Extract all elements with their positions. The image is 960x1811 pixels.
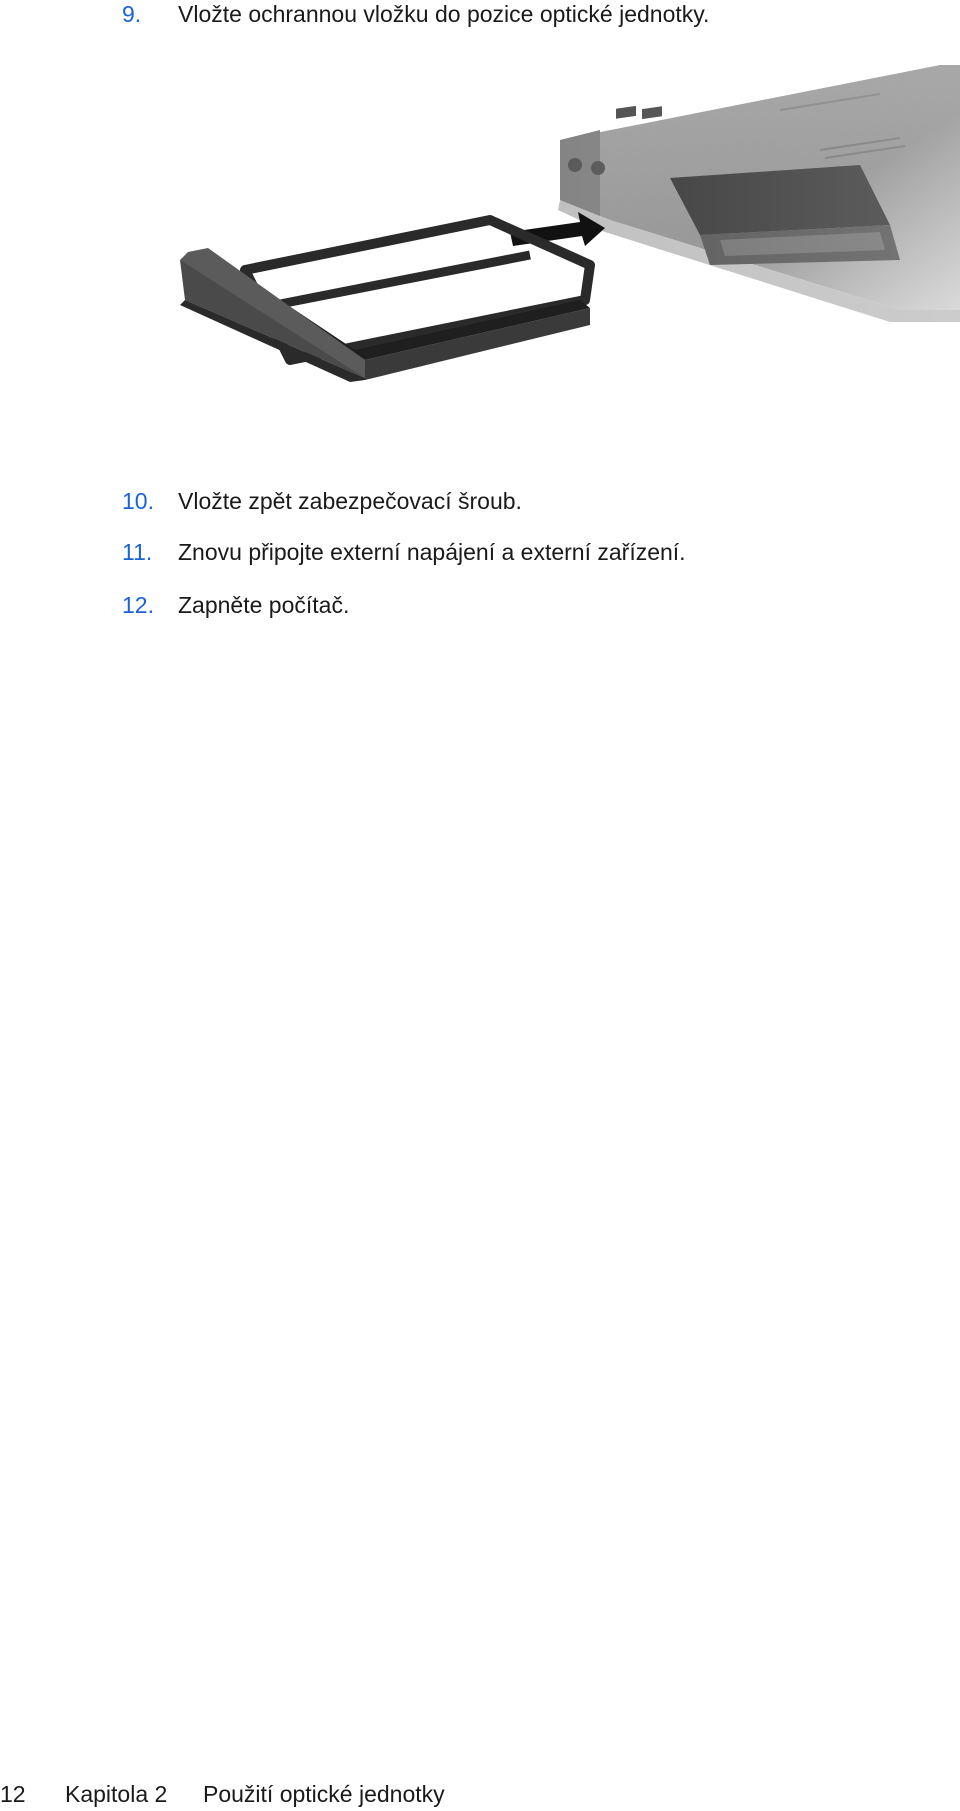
chapter-title: Použití optické jednotky <box>203 1781 445 1807</box>
step-9 <box>0 0 960 31</box>
laptop-body <box>180 60 960 330</box>
step-text: Vložte ochrannou vložku do pozice optické jednotky. <box>178 1 710 27</box>
step-12 <box>0 588 960 622</box>
step-text: Zapněte počítač. <box>178 592 350 618</box>
optical-bay-insert-illustration <box>180 60 960 440</box>
page-number: 12 <box>0 1781 26 1807</box>
chapter-label: Kapitola 2 <box>65 1781 168 1807</box>
step-10 <box>0 484 960 518</box>
step-number: 11. <box>122 539 153 565</box>
step-number: 12. <box>122 592 154 618</box>
step-11 <box>0 535 960 569</box>
step-text: Vložte zpět zabezpečovací šroub. <box>178 488 522 514</box>
laptop-bezel-insert-image <box>180 60 960 440</box>
step-number: 9. <box>122 1 142 27</box>
step-text: Znovu připojte externí napájení a externí zařízení. <box>178 539 686 565</box>
step-number: 10. <box>122 488 154 514</box>
page-footer <box>0 1777 960 1811</box>
